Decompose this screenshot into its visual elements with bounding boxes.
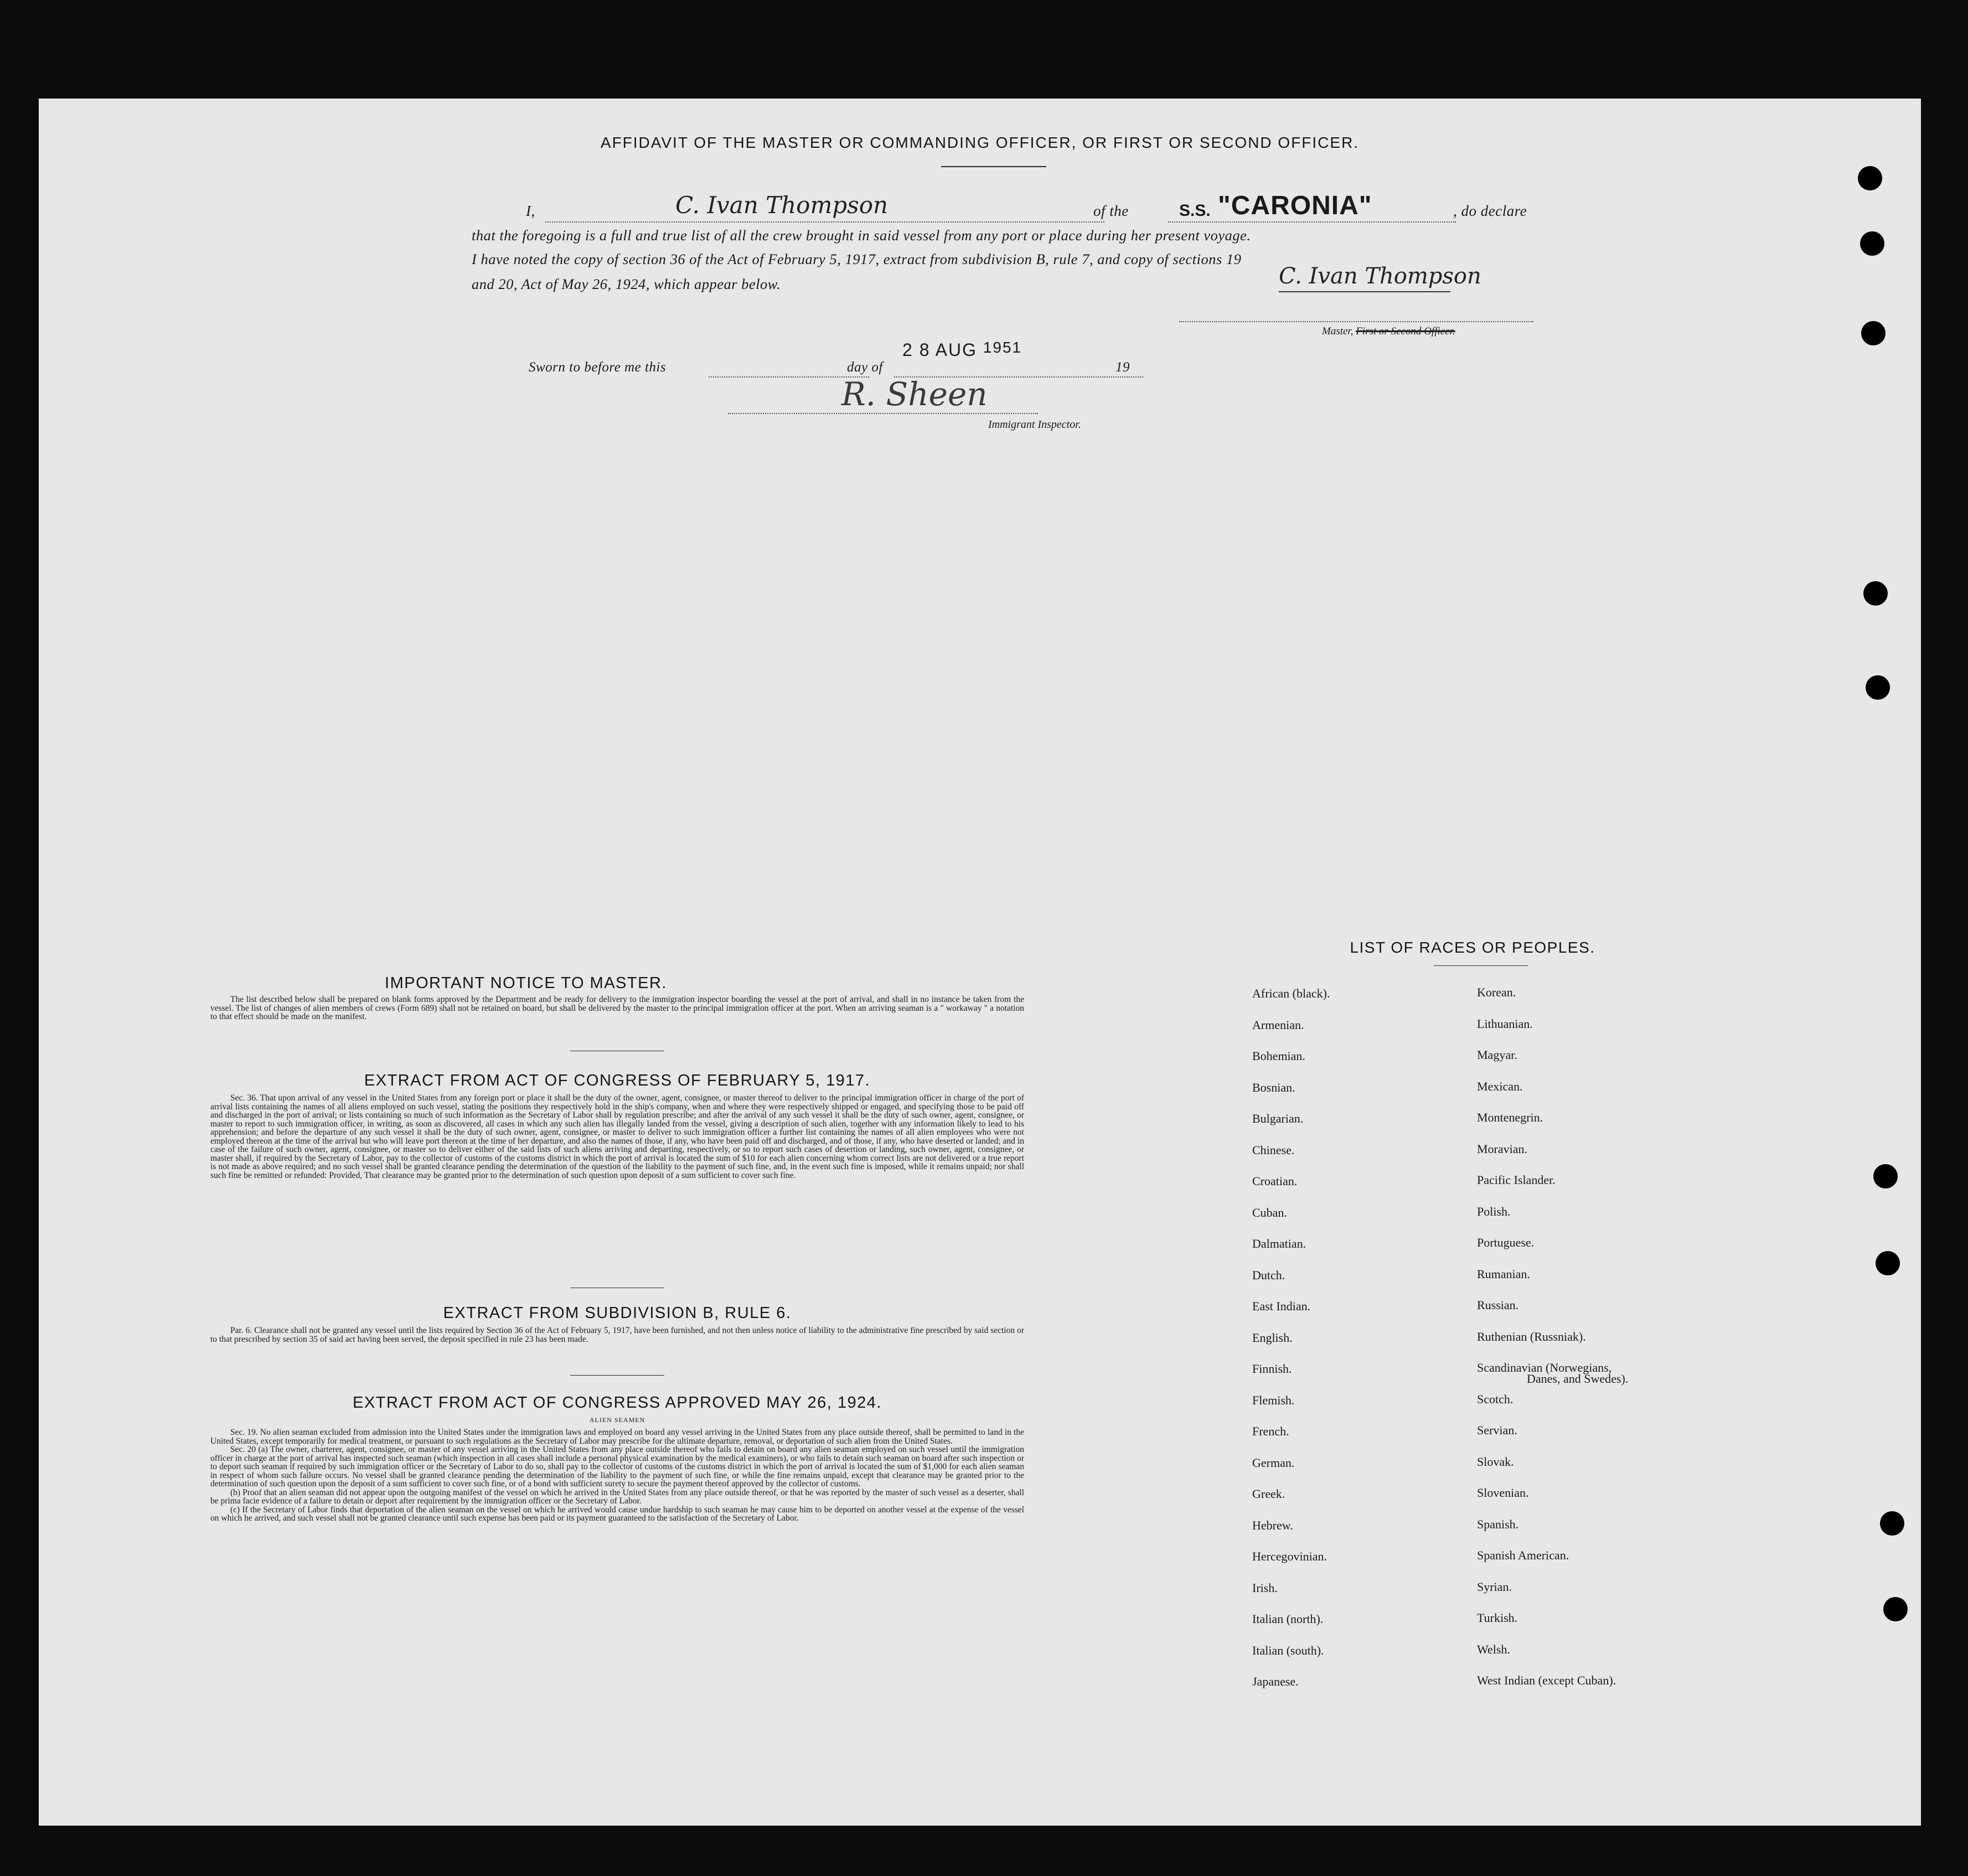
inspector-line [728,413,1038,414]
race-item: Spanish. [1477,1517,1519,1531]
race-item: Montenegrin. [1477,1110,1543,1124]
race-item: Greek. [1252,1487,1285,1501]
race-item: African (black). [1252,986,1330,1000]
extract-1924-p2: Sec. 20 (a) The owner, charterer, agent, consignee, or master of any vessel arriving in the United States from any place outside thereof who fails to detain on board any alien seaman employed on such vessel until the immigration officer in charge at the port of arrival has inspected such seaman (which inspection in all cases shall include a personal physical examination by the medical examiners), or who fails to detain such seaman on board after such inspection or to deport such seaman if required by such immigration officer or the Secretary of Labor to do so, shall pay to the collector of customs of the customs district in which the port of arrival is located the sum of $1,000 for each alien seaman in respect of whom such failure occurs. No vessel shall be granted clearance pending the determination of the liability to the payment of such fine, or while the fine remains unpaid, except that clearance may be granted prior to the determination of such question upon the deposit of a sum sufficient to cover such fine, or of a bond with sufficient surety to secure the payment thereof approved by the collector of customs. [210,1445,1024,1489]
race-item: Hebrew. [1252,1518,1293,1532]
race-item: Russian. [1477,1298,1519,1312]
subdivision-b-title: EXTRACT FROM SUBDIVISION B, RULE 6. [443,1304,792,1322]
document-sheet [39,99,1921,1826]
race-item: Korean. [1477,985,1516,999]
title-underline [941,166,1046,167]
extract-1924-p4: (c) If the Secretary of Labor finds that deportation of the alien seaman on the vessel on which he arrived would cause undue hardship to such seaman he may cause him to be deported on another vessel at the expense of the vessel on which he arrived, and such vessel shall not be granted clearance until such expense has been paid or its payment guaranteed to the satisfaction of the Secretary of Labor. [210,1505,1024,1523]
race-item: Flemish. [1252,1393,1295,1407]
notice-title: IMPORTANT NOTICE TO MASTER. [385,974,667,992]
notice-paragraph: The list described below shall be prepared on blank forms approved by the Department and be ready for delivery to the immigration inspector boarding the vessel at the port of arrival, and shall in no instance be taken from the vessel. The list of changes of alien members of crews (Form 689) shall not be retained on board, but shall be delivered by the master to the principal immigration officer at the port. When an arriving seaman is a " workaway " a notation to that effect should be made on the manifest. [210,995,1024,1021]
affidavit-line1-prefix: I, [526,203,535,219]
races-divider [1434,965,1528,966]
race-item: East Indian. [1252,1299,1311,1313]
race-item: Slovak. [1477,1454,1514,1469]
race-item: French. [1252,1424,1289,1438]
punch-hole [1866,675,1890,700]
race-item: Cuban. [1252,1205,1287,1219]
punch-hole [1873,1164,1898,1188]
extract-1924-title: EXTRACT FROM ACT OF CONGRESS APPROVED MAY 26, 1924. [353,1394,882,1412]
extract-1917-text [210,1094,1024,1180]
race-item: Polish. [1477,1204,1511,1218]
inspector-label: Immigrant Inspector. [988,418,1081,431]
master-label-struck: First or Second Officer. [1356,325,1455,337]
race-item: Armenian. [1252,1017,1304,1032]
vessel-name: "CARONIA" [1218,191,1372,220]
race-item: Rumanian. [1477,1267,1530,1281]
race-item: Chinese. [1252,1143,1295,1157]
race-item: Ruthenian (Russniak). [1477,1329,1586,1343]
race-item: Dalmatian. [1252,1237,1306,1250]
race-item: Scandinavian (Norwegians, [1477,1361,1612,1374]
race-item: Bosnian. [1252,1080,1295,1094]
race-item: Portuguese. [1477,1236,1535,1249]
races-left-column [1252,987,1330,1707]
punch-hole [1858,166,1882,190]
vessel-prefix: S.S. [1179,201,1211,220]
affidavit-line1-suffix: , do declare [1453,203,1527,219]
sworn-year-suffix: 19 [1115,360,1130,375]
punch-hole [1863,581,1888,606]
extract-1924-p3: (b) Proof that an alien seaman did not appear upon the outgoing manifest of the vessel on which he arrived in the United States from any place outside thereof, or that he was reported by the master of such vessel as a deserter, shall be prima facie evidence of a failure to detain or deport after requirement by the immigration officer or the Secretary of Labor. [210,1487,1024,1506]
extract-1917-title: EXTRACT FROM ACT OF CONGRESS OF FEBRUARY 5, 1917. [364,1072,871,1089]
affidavit-line2: that the foregoing is a full and true list of all the crew brought in said vessel from any port or place during her present voyage. [472,227,1251,244]
subdivision-b-paragraph: Par. 6. Clearance shall not be granted any vessel until the lists required by Section 36 of the Act of February 5, 1917, have been furnished, and not then unless notice of liability to the administrative fine prescribed by said section or to that prescribed by section 35 of said act having been served, the deposit specified in rule 23 has been made. [210,1326,1024,1344]
extract-1924-subtitle: ALIEN SEAMEN [589,1416,645,1424]
punch-hole [1860,231,1884,256]
date-stamp [902,340,1022,360]
punch-hole [1876,1251,1900,1275]
race-item: Mexican. [1477,1079,1523,1093]
race-item: Croatian. [1252,1174,1298,1188]
signature-underline [1279,291,1450,292]
extract-1924-text [210,1428,1024,1523]
inspector-signature: R. Sheen [841,375,988,413]
race-item: Scotch. [1477,1392,1514,1406]
second-signature: C. Ivan Thompson [1279,263,1481,289]
race-item: Finnish. [1252,1362,1292,1376]
race-item: Dutch. [1252,1268,1285,1282]
race-item: Magyar. [1477,1048,1517,1062]
punch-hole [1883,1597,1908,1621]
race-item: Turkish. [1477,1611,1518,1625]
extract-1924-p1: Sec. 19. No alien seaman excluded from admission into the United States under the immigration laws and employed on board any vessel arriving in the United States from any place outside thereof, shall be permitted to land in the United States, except temporarily for medical treatment, or pursuant to such regulations as the Secretary of Labor may prescribe for the ultimate departure, removal, or deportation of such alien from the United States. [210,1428,1024,1446]
subdivision-b-divider [570,1375,664,1376]
notice-text [210,995,1024,1021]
race-item: Bulgarian. [1252,1112,1304,1125]
races-scandinavian-cont: Danes, and Swedes). [1527,1372,1629,1386]
sworn-prefix: Sworn to before me this [529,360,667,375]
punch-hole [1861,321,1886,345]
race-item: Syrian. [1477,1579,1512,1594]
race-item: Servian. [1477,1423,1517,1437]
race-item: Spanish American. [1477,1548,1569,1562]
race-item: Pacific Islander. [1477,1173,1556,1187]
race-item: Slovenian. [1477,1486,1529,1500]
affidavit-line4: and 20, Act of May 26, 1924, which appear below. [472,276,781,292]
race-item: Bohemian. [1252,1049,1305,1063]
master-signature-line [1179,321,1533,322]
affidavit-title: AFFIDAVIT OF THE MASTER OR COMMANDING OFFICER, OR FIRST OR SECOND OFFICER. [600,134,1360,151]
affidavit-of-the: of the [1093,203,1129,219]
vessel-line [1168,221,1456,223]
extract-1917-paragraph: Sec. 36. That upon arrival of any vessel in the United States from any foreign port or place it shall be the duty of the owner, agent, consignee, or master thereof to deliver to the principal immigration officer in charge of the port of arrival lists containing the names of all aliens employed on such vessel, stating the positions they respectively hold in the ship's company, when and where they were respectively shipped or engaged, and specifying those to be paid off and discharged in the port of arrival; or lists containing so much of such information as the Secretary of Labor shall by regulation prescribe; and after the arrival of any such vessel it shall be the duty of such owner, agent, consignee, or master to report to such immigration officer, in writing, as soon as discovered, all cases in which any such alien has illegally landed from the vessel, giving a description of such alien, together with any information likely to lead to his apprehension; and before the departure of any such vessel it shall be the duty of such owner, agent, consignee, or master to deliver to such immigration officer a further list containing the names of all alien employees who were not employed thereon at the time of the arrival but who will leave port thereon at the time of her departure, and also the names of those, if any, who have been paid off and discharged, and of those, if any, who have deserted or landed; and in case of the failure of such owner, agent, consignee, or master so to deliver either of the said lists of such aliens arriving and departing, respectively, or so to report such cases of desertion or landing, such owner, agent, consignee, or master shall, if required by the Secretary of Labor, pay to the collector of customs of the customs district in which the port of arrival is located the sum of $10 for each alien concerning whom correct lists are not delivered or a true report is not made as above required; and no such vessel shall be granted clearance pending the determination of the question of the liability to the payment of such fine, and, in the event such fine is imposed, while it remains unpaid; nor shall such fine be remitted or refunded: Provided, That clearance may be granted prior to the determination of such question upon deposit of a sum sufficient to cover such fine. [210,1093,1024,1180]
affidavit-line3: I have noted the copy of section 36 of the Act of February 5, 1917, extract from subdivision B, rule 7, and copy of sections 19 [472,251,1242,267]
master-name-line [545,221,1104,223]
races-right-column [1477,986,1616,1706]
date-stamp-day: 2 8 AUG [902,340,977,360]
race-item: Japanese. [1252,1675,1299,1688]
race-item: German. [1252,1455,1295,1470]
punch-hole [1880,1511,1904,1536]
master-label [1322,325,1455,338]
master-signature: C. Ivan Thompson [675,192,889,219]
date-stamp-year: 1951 [983,339,1022,356]
subdivision-b-text [210,1326,1024,1343]
race-item: English. [1252,1330,1293,1345]
races-title: LIST OF RACES OR PEOPLES. [1350,939,1595,956]
race-item: Italian (north). [1252,1612,1324,1626]
master-label-text: Master, [1322,325,1354,337]
race-item: Lithuanian. [1477,1016,1533,1031]
race-item: Irish. [1252,1580,1278,1595]
race-item: Hercegovinian. [1252,1549,1327,1563]
race-item: Italian (south). [1252,1643,1324,1657]
race-item: West Indian (except Cuban). [1477,1673,1616,1687]
sworn-day-of: day of [847,360,883,375]
race-item: Moravian. [1477,1141,1528,1156]
race-item: Welsh. [1477,1642,1510,1656]
